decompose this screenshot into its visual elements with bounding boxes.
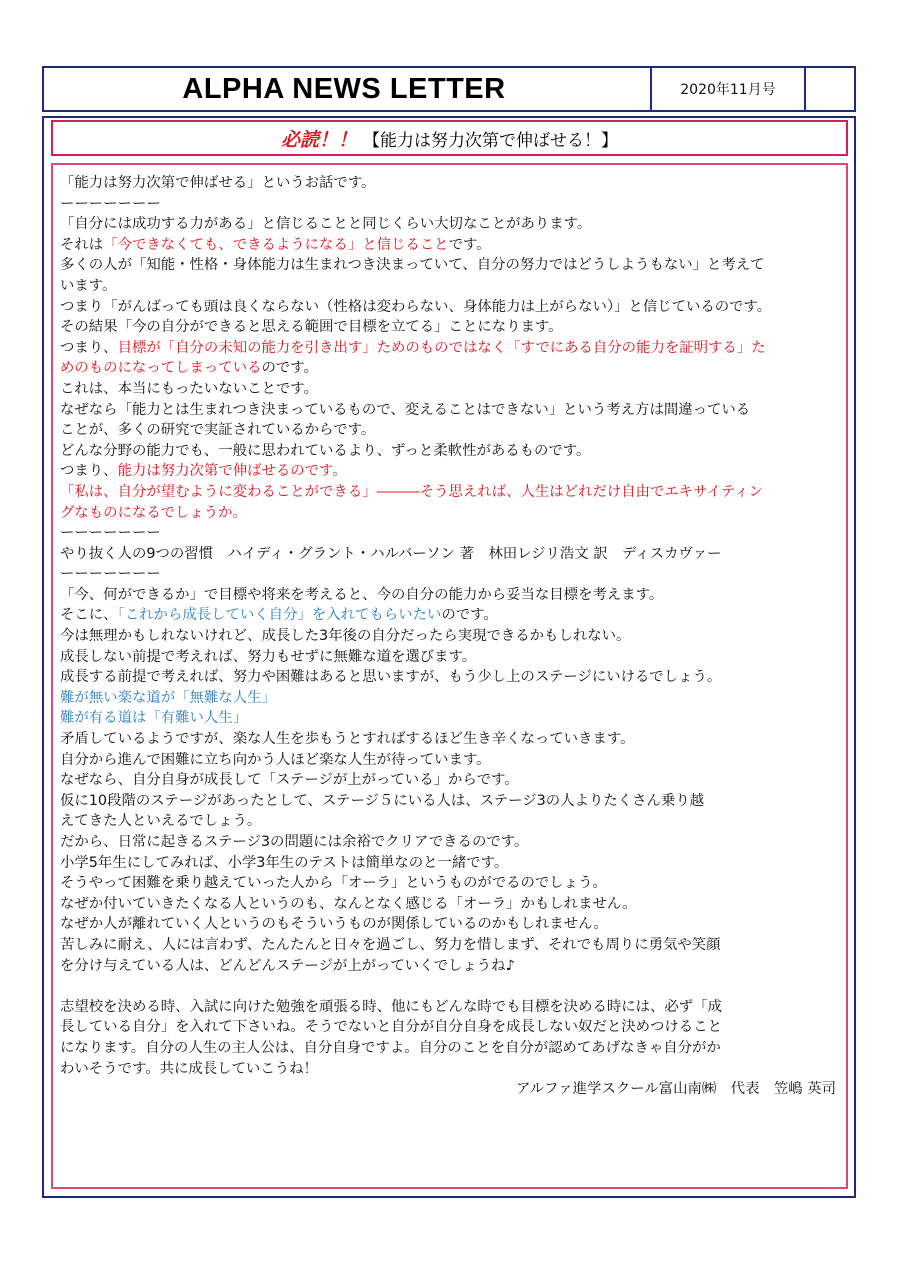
emphasis-red: 目標が「自分の未知の能力を引き出す」ためのものではなく「すでにある自分の能力を証明する」た xyxy=(117,339,766,356)
body-line: 多くの人が「知能・性格・身体能力は生まれつき決まっていて、自分の努力ではどうしようもない」と考えて xyxy=(60,257,765,274)
separator: ーーーーーーー xyxy=(60,195,161,212)
emphasis-blue-line: 難が無い楽な道が「無難な人生」 xyxy=(60,689,276,706)
body-line: 「自分には成功する力がある」と信じることと同じくらい大切なことがあります。 xyxy=(60,216,592,233)
emphasis-red-line: グなものになるでしょうか。 xyxy=(60,504,247,521)
text-run: そこに、 xyxy=(60,607,118,624)
body-line: 今は無理かもしれないけれど、成長した3年後の自分だったら実現できるかもしれない。 xyxy=(60,628,631,645)
author-signature: アルファ進学スクール富山南㈱ 代表 笠嶋 英司 xyxy=(515,1081,836,1098)
body-line: 自分から進んで困難に立ち向かう人ほど楽な人生が待っています。 xyxy=(60,751,491,768)
headline-topic: 【能力は努力次第で伸ばせる！】 xyxy=(363,130,618,151)
text-run: つまり、 xyxy=(60,463,118,480)
body-line: になります。自分の人生の主人公は、自分自身ですよ。自分のことを自分が認めてあげなきゃ自分がか xyxy=(60,1039,721,1056)
body-line: そうやって困難を乗り越えていった人から「オーラ」というものがでるのでしょう。 xyxy=(60,875,607,892)
body-line: 「今、何ができるか」で目標や将来を考えると、今の自分の能力から妥当な目標を考えます。 xyxy=(60,586,664,603)
headline-box xyxy=(51,120,848,156)
body-line: 志望校を決める時、入試に向けた勉強を頑張る時、他にもどんな時でも目標を決める時には、必ず「成 xyxy=(60,998,722,1015)
body-line xyxy=(60,461,840,482)
body-line: えてきた人といえるでしょう。 xyxy=(60,813,262,830)
body-line: 長している自分」を入れて下さいね。そうでないと自分が自分自身を成長しない奴だと決めつけること xyxy=(60,1019,722,1036)
body-line xyxy=(60,338,840,359)
body-line: 「能力は努力次第で伸ばせる」というお話です。 xyxy=(60,175,376,191)
emphasis-blue: 「これから成長していく自分」を入れてもらいたい xyxy=(117,607,442,624)
text-run: それは xyxy=(60,236,104,253)
emphasis-red-line: 「私は、自分が望むように変わることができる」―――そう思えれば、人生はどれだけ自由でエキサイティン xyxy=(60,483,763,500)
body-line: 矛盾しているようですが、楽な人生を歩もうとすればするほど生き辛くなっていきます。 xyxy=(60,731,635,748)
text-run: のです。 xyxy=(441,607,498,624)
body-line xyxy=(60,605,840,626)
header-empty-cell xyxy=(804,68,854,110)
body-line: なぜなら、自分自身が成長して「ステージが上がっている」からです。 xyxy=(60,772,519,789)
body-line: つまり「がんばっても頭は良くならない（性格は変わらない、身体能力は上がらない）」と信じているのです。 xyxy=(60,298,772,315)
blank-line xyxy=(60,976,840,997)
body-line: なぜか人が離れていく人というのもそういうものが関係しているのかもしれません。 xyxy=(60,916,608,933)
separator: ーーーーーーー xyxy=(60,566,161,583)
body-line: 小学5年生にしてみれば、小学3年生のテストは簡単なのと一緒です。 xyxy=(60,854,509,871)
text-run: つまり、 xyxy=(60,339,118,356)
body-line: 成長する前提で考えれば、努力や困難はあると思いますが、もう少し上のステージにいけるでしょう。 xyxy=(60,669,722,686)
text-run: のです。 xyxy=(261,360,318,377)
issue-date: 2020年11月号 xyxy=(650,68,804,110)
body-line: なぜか付いていきたくなる人というのも、なんとなく感じる「オーラ」かもしれません。 xyxy=(60,895,637,912)
body-line: ことが、多くの研究で実証されているからです。 xyxy=(60,422,376,439)
book-citation: やり抜く人の9つの習慣 ハイディ・グラント・ハルバーソン 著 林田レジリ浩文 訳 ディスカヴァー xyxy=(60,545,722,562)
body-line: わいそうです。共に成長していこうね！ xyxy=(60,1060,318,1077)
body-line: います。 xyxy=(60,277,117,294)
emphasis-red: 「今できなくても、できるようになる」と信じること xyxy=(103,236,449,253)
body-line: どんな分野の能力でも、一般に思われているより、ずっと柔軟性があるものです。 xyxy=(60,442,591,459)
body-line: 苦しみに耐え、人には言わず、たんたんと日々を過ごし、努力を惜しまず、それでも周りに勇気や笑顔 xyxy=(60,936,721,953)
article-body xyxy=(51,163,848,1189)
emphasis-blue-line: 難が有る道は「有難い人生」 xyxy=(60,710,248,727)
must-read-label: 必読！！ xyxy=(280,128,357,151)
body-line: 仮に10段階のステージがあったとして、ステージ５にいる人は、ステージ3の人よりたくさん乗り越 xyxy=(60,792,705,809)
newsletter-header xyxy=(42,66,856,112)
body-line: だから、日常に起きるステージ3の問題には余裕でクリアできるのです。 xyxy=(60,834,529,850)
body-line: 成長しない前提で考えれば、努力もせずに無難な道を選びます。 xyxy=(60,648,477,665)
newsletter-title: ALPHA NEWS LETTER xyxy=(182,72,506,105)
emphasis-red: めのものになってしまっている xyxy=(60,360,262,377)
body-line: これは、本当にもったいないことです。 xyxy=(60,380,318,397)
body-line: を分け与えている人は、どんどんステージが上がっていくでしょうね♪ xyxy=(60,957,515,974)
body-line xyxy=(60,358,840,379)
separator: ーーーーーーー xyxy=(60,525,161,542)
emphasis-red: 能力は努力次第で伸ばせるのです。 xyxy=(117,463,347,480)
text-run: です。 xyxy=(448,236,491,253)
body-line: なぜなら「能力とは生まれつき決まっているもので、変えることはできない」という考え方は間違っている xyxy=(60,401,751,418)
body-line xyxy=(60,235,840,256)
body-line: その結果「今の自分ができると思える範囲で目標を立てる」ことになります。 xyxy=(60,319,563,336)
